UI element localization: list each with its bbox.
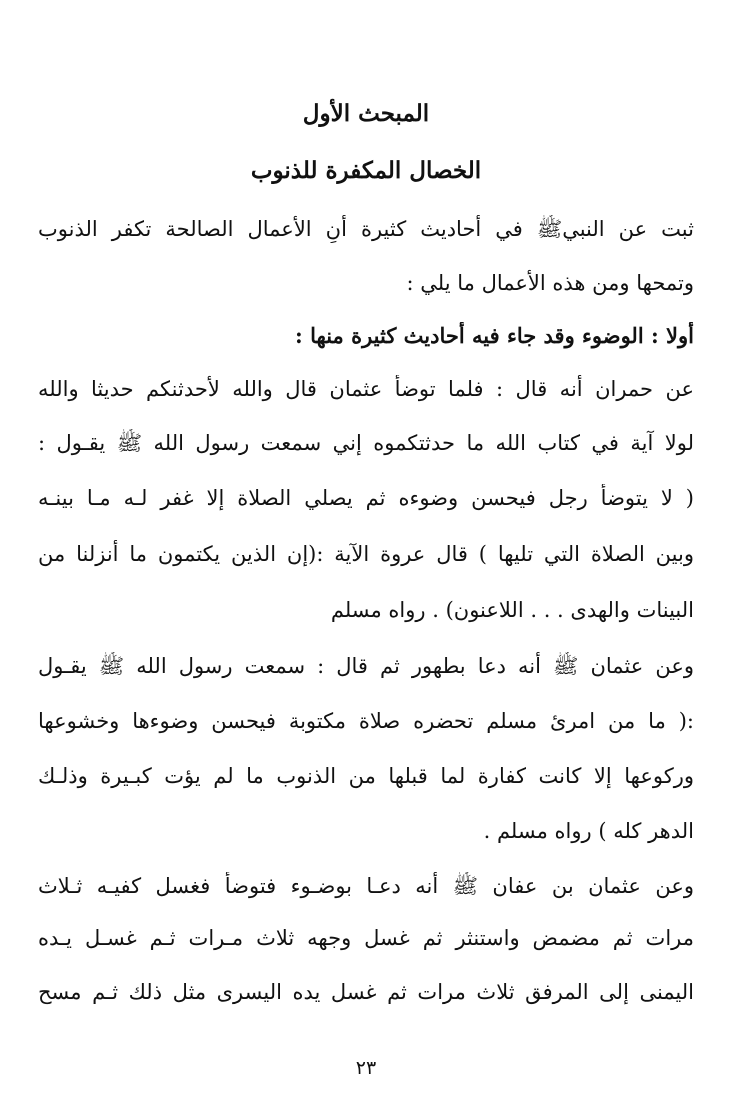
body-line-1: ثبت عن النبيﷺ في أحاديث كثيرة أنِ الأعمال الصالحة تكفر الذنوب <box>38 217 694 241</box>
body-line-8: البينات والهدى . . . اللاعنون) . رواه مسلم <box>330 598 694 622</box>
body-line-9: وعن عثمان ﷺ أنه دعا بطهور ثم قال : سمعت رسول الله ﷺ يقـول <box>38 654 694 678</box>
body-line-15: اليمنى إلى المرفق ثلاث مرات ثم غسل يده اليسرى مثل ذلك ثـم مسح <box>38 980 694 1004</box>
section-title: الخصال المكفرة للذنوب <box>250 157 482 184</box>
body-line-7: وبين الصلاة التي تليها ) قال عروة الآية :(إن الذين يكتمون ما أنزلنا من <box>38 542 694 566</box>
page-number: ٢٣ <box>355 1057 377 1079</box>
body-line-2: وتمحها ومن هذه الأعمال ما يلي : <box>406 271 694 295</box>
body-line-6: ( لا يتوضأ رجل فيحسن وضوءه ثم يصلي الصلاة إلا غفر لـه مـا بينـه <box>38 486 694 510</box>
section-point-heading: أولا : الوضوء وقد جاء فيه أحاديث كثيرة منها : <box>295 323 694 348</box>
body-line-11: وركوعها إلا كانت كفارة لما قبلها من الذنوب ما لم يؤت كبـيرة وذلـك <box>38 764 694 788</box>
body-line-10: :( ما من امرئ مسلم تحضره صلاة مكتوبة فيحسن وضوءها وخشوعها <box>38 709 694 733</box>
body-line-4: عن حمران أنه قال : فلما توضأ عثمان قال والله لأحدثنكم حديثا والله <box>38 377 694 401</box>
body-line-12: الدهر كله ) رواه مسلم . <box>483 819 694 843</box>
body-line-14: مرات ثم مضمض واستنثر ثم غسل وجهه ثلاث مـرات ثـم غسـل يـده <box>38 926 694 950</box>
body-line-13: وعن عثمان بن عفان ﷺ أنه دعـا بوضـوء فتوضأ فغسل كفيـه ثـلاث <box>38 874 694 898</box>
body-line-5: لولا آية في كتاب الله ما حدثتكموه إني سمعت رسول الله ﷺ يقـول : <box>38 431 694 455</box>
chapter-title: المبحث الأول <box>302 100 430 127</box>
